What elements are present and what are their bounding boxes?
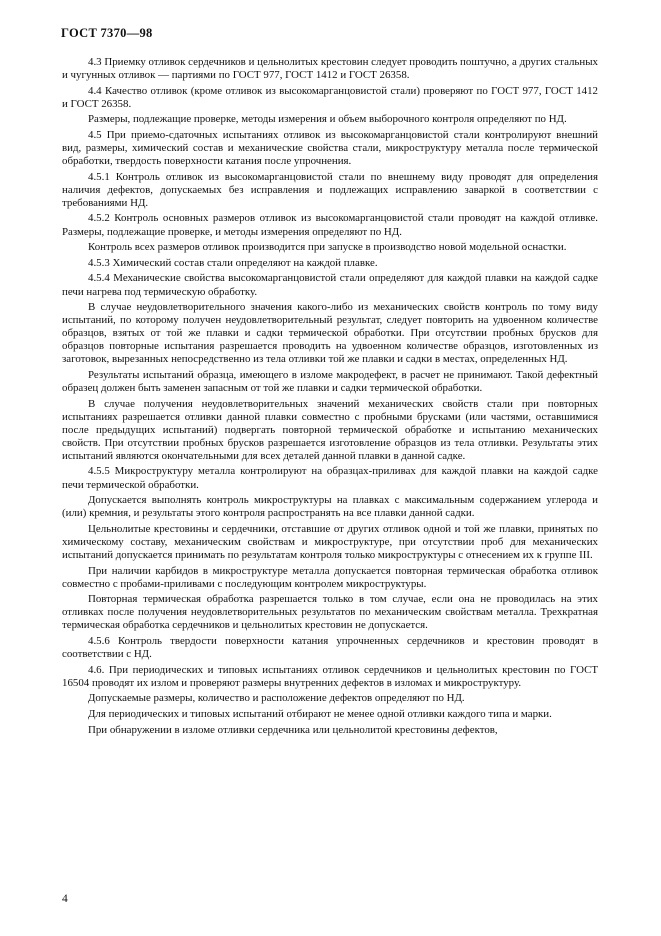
paragraph-4-5-5: 4.5.5 Микроструктуру металла контролируют на образцах-приливах для каждой плавки на каждой садке печи термической обработки.: [62, 465, 598, 491]
paragraph-4-5: 4.5 При приемо-сдаточных испытаниях отливок из высокомарганцовистой стали контролируют внешний вид, размеры, химический состав и механические свойства стали, микроструктуру металла после термической обработки, твердость поверхности катания после упрочнения.: [62, 129, 598, 168]
page-number: 4: [62, 893, 68, 905]
paragraph-4-4: 4.4 Качество отливок (кроме отливок из высокомарганцовистой стали) проверяют по ГОСТ 977, ГОСТ 1412 и ГОСТ 26358.: [62, 84, 598, 110]
paragraph-4-3: 4.3 Приемку отливок сердечников и цельнолитых крестовин следует проводить поштучно, а других стальных и чугунных отливок — партиями по ГОСТ 977, ГОСТ 1412 и ГОСТ 26358.: [62, 56, 598, 82]
document-header: ГОСТ 7370—98: [61, 26, 153, 40]
paragraph-4-5-3: 4.5.3 Химический состав стали определяют на каждой плавке.: [88, 256, 378, 269]
paragraph: Результаты испытаний образца, имеющего в изломе макродефект, в расчет не принимают. Такой дефектный образец должен быть заменен запасным от той же плавки и садки термической обработки.: [62, 368, 598, 395]
paragraph-4-5-1: 4.5.1 Контроль отливок из высокомарганцовистой стали по внешнему виду проводят для определения наличия дефектов, допускаемых без исправления и подлежащих исправлению заваркой в соответствии с требованиями НД.: [62, 170, 598, 209]
paragraph: Повторная термическая обработка разрешается только в том случае, если она не проводилась на этих отливках после получения неудовлетворительных результатов по механическим свойствам металла. Трехкратная термическая обработка сердечников и цельнолитых крестовин не допускается.: [62, 593, 598, 632]
paragraph: Допускаемые размеры, количество и расположение дефектов определяют по НД.: [88, 692, 465, 705]
paragraph-4-5-2: 4.5.2 Контроль основных размеров отливок из высокомарганцовистой стали проводят на каждой отливке. Размеры, подлежащие проверке, и методы измерения определяют по НД.: [62, 212, 598, 238]
paragraph: В случае неудовлетворительного значения какого-либо из механических свойств контроль по тому виду испытаний, по которому получен неудовлетворительный результат, следует повторить на удвоенном количестве образцов, взятых от той же плавки и садки термической обработки. При отсутствии пробных брусков для образцов повторные испытания разрешается проводить на удвоенном количестве образцов, изготовленных из заготовок, вырезанных непосредственно из тела отливки той же плавки и садки в местах, определенных НД.: [62, 301, 598, 366]
paragraph-4-6: 4.6. При периодических и типовых испытаниях отливок сердечников и цельнолитых крестовин по ГОСТ 16504 проводят их излом и проверяют размеры внутренних дефектов в изломах и микроструктуру.: [62, 663, 598, 689]
document-page: [62, 26, 598, 739]
paragraph: При наличии карбидов в микроструктуре металла допускается повторная термическая обработка отливок совместно с пробами-приливами с последующим контролем микроструктуры.: [62, 564, 598, 590]
paragraph: Цельнолитые крестовины и сердечники, отставшие от других отливок одной и той же плавки, принятых по химическому составу, механическим свойствам и микроструктуре, при отсутствии проб для механических испытаний допускается принимать по результатам контроля только микроструктуры с отнесением их к группе III.: [62, 522, 598, 561]
paragraph: Допускается выполнять контроль микроструктуры на плавках с максимальным содержанием углерода и (или) кремния, и результаты этого контроля распространять на все плавки данной садки.: [62, 494, 598, 520]
paragraph: При обнаружении в изломе отливки сердечника или цельнолитой крестовины дефектов,: [88, 723, 498, 736]
paragraph: Размеры, подлежащие проверке, методы измерения и объем выборочного контроля определяют по НД.: [88, 113, 567, 126]
paragraph: В случае получения неудовлетворительных значений механических свойств стали при повторных испытаниях разрешается отливки данной плавки совместно с пробными брусками (или частями, оставшимися после предыдущих испытаний) подвергать повторной термической обработке и испытанию механических свойств. При отсутствии пробных брусков разрешается изготовление образцов из тела отливки. Результаты этих испытаний являются окончательными для всех деталей данной плавки в данной садке.: [62, 397, 598, 462]
paragraph-4-5-4: 4.5.4 Механические свойства высокомарганцовистой стали определяют для каждой плавки на каждой садке печи нагрева под термическую обработку.: [62, 272, 598, 298]
paragraph-4-5-6: 4.5.6 Контроль твердости поверхности катания упрочненных сердечников и крестовин проводят в соответствии с НД.: [62, 635, 598, 661]
paragraph: Для периодических и типовых испытаний отбирают не менее одной отливки каждого типа и марки.: [88, 708, 552, 721]
paragraph: Контроль всех размеров отливок производится при запуске в производство новой модельной оснастки.: [88, 241, 567, 254]
